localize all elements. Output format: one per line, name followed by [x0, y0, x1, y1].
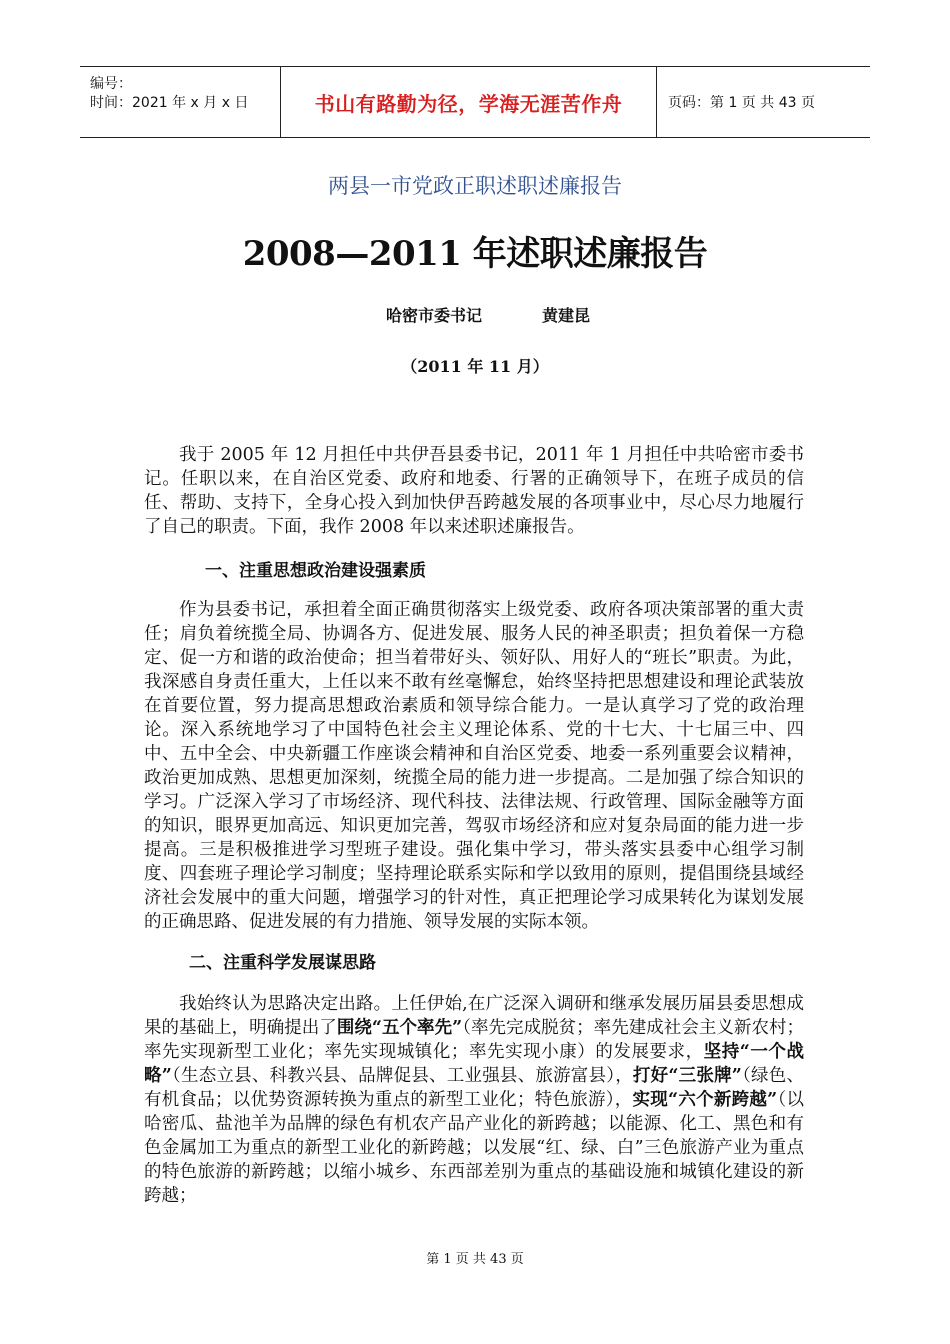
page-footer: 第 1 页 共 43 页: [426, 1252, 524, 1267]
header-table: [80, 66, 870, 138]
divider: [656, 67, 657, 137]
text-run: （率先完成脱贫；率先建成社会主义新农村；率先实现新型工业化；率先实现城镇化；率先实现小康）的发展要求，: [144, 1018, 805, 1062]
section-paragraph: [144, 992, 804, 1208]
author-line: [386, 303, 590, 326]
author-position: 哈密市委书记: [386, 306, 483, 325]
text-run: （生态立县、科教兴县、品牌促县、工业强县、旅游富县），: [171, 1066, 633, 1086]
section-heading: 一、注重思想政治建设强素质: [205, 561, 426, 581]
page-label: 页码：第 1 页 共 43 页: [668, 95, 815, 111]
intro-paragraph: 我于 2005 年 12 月担任中共伊吾县委书记，2011 年 1 月担任中共哈密市委书记。任职以来，在自治区党委、政府和地委、行署的正确领导下，在班子成员的信任、帮助、支持下，全身心投入到加快伊吾跨越发展的各项事业中，尽心尽力地履行了自己的职责。下面，我作 2008 年以来述职述廉报告。: [144, 445, 804, 537]
section-paragraph: 作为县委书记，承担着全面正确贯彻落实上级党委、政府各项决策部署的重大责任；肩负着统揽全局、协调各方、促进发展、服务人民的神圣职责；担负着保一方稳定、促一方和谐的政治使命；担当着带好头、领好队、用好人的“班长”职责。为此，我深感自身责任重大，上任以来不敢有丝毫懈怠，始终坚持把思想建设和理论武装放在首要位置，努力提高思想政治素质和领导综合能力。一是认真学习了党的政治理论。深入系统地学习了中国特色社会主义理论体系、党的十七大、十七届三中、四中、五中全会、中央新疆工作座谈会精神和自治区党委、地委一系列重要会议精神，政治更加成熟、思想更加深刻，统揽全局的能力进一步提高。二是加强了综合知识的学习。广泛深入学习了市场经济、现代科技、法律法规、行政管理、国际金融等方面的知识，眼界更加高远、知识更加完善，驾驭市场经济和应对复杂局面的能力进一步提高。三是积极推进学习型班子建设。强化集中学习，带头落实县委中心组学习制度、四套班子理论学习制度；坚持理论联系实际和学以致用的原则，提倡围绕县域经济社会发展中的重大问题，增强学习的针对性，真正把理论学习成果转化为谋划发展的正确思路、促进发展的有力措施、领导发展的实际本领。: [144, 600, 804, 932]
report-date: （2011 年 11 月）: [401, 357, 549, 376]
emphasis-text: 坚持“一个战略”: [144, 1042, 804, 1086]
time-label: 时间：2021 年 x 月 x 日: [90, 95, 249, 111]
motto: 书山有路勤为径，学海无涯苦作舟: [314, 91, 623, 116]
section-heading: 二、注重科学发展谋思路: [189, 953, 376, 973]
text-run: （绿色、有机食品；以优势资源转换为重点的新型工业化；特色旅游），: [144, 1066, 804, 1110]
text-run: （以哈密瓜、盐池羊为品牌的绿色有机农产品产业化的新跨越；以能源、化工、黑色和有色金属加工为重点的新型工业化的新跨越；以发展“红、绿、白”三色旅游产业为重点的特色旅游的新跨越；以缩小城乡、东西部差别为重点的基础设施和城镇化建设的新跨越；: [144, 1090, 805, 1206]
emphasis-text: 实现“六个新跨越”: [632, 1090, 778, 1110]
document-subtitle: 两县一市党政正职述职述廉报告: [328, 174, 622, 198]
emphasis-text: 打好“三张牌”: [632, 1066, 742, 1086]
document-title: 2008—2011 年述职述廉报告: [242, 234, 708, 274]
header-meta: [80, 67, 280, 137]
text-run: 我始终认为思路决定出路。上任伊始,在广泛深入调研和继承发展历届县委思想成果的基础上，明确提出了: [144, 994, 804, 1038]
emphasis-text: 围绕“五个率先”: [336, 1018, 463, 1038]
author-name: 黄建昆: [542, 306, 591, 325]
number-label: 编号：: [90, 76, 132, 92]
